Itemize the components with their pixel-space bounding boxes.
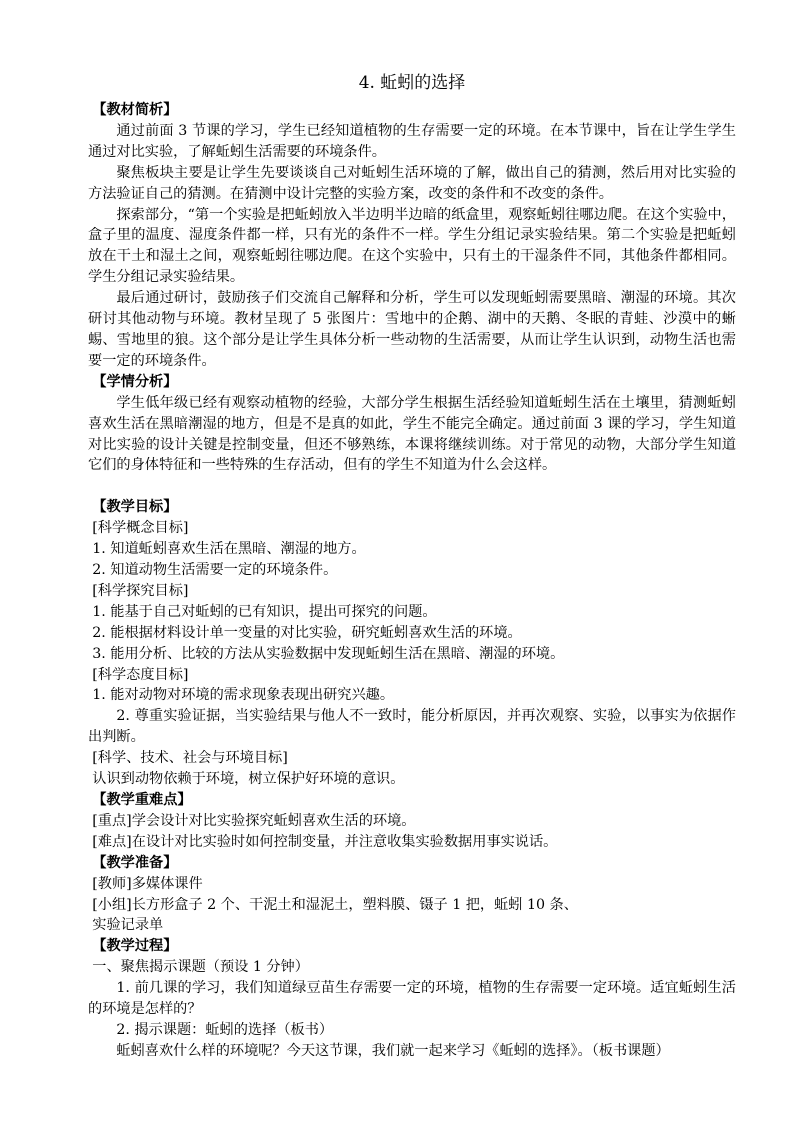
paragraph: 1. 前几课的学习，我们知道绿豆苗生存需要一定的环境，植物的生存需要一定环境。适宜蚯蚓生活的环境是怎样的？: [88, 980, 736, 1018]
difficult-point: [难点]在设计对比实验时如何控制变量，并注意收集实验数据用事实说话。: [92, 833, 558, 850]
paragraph: 探索部分，“第一个实验是把蚯蚓放入半边明半边暗的纸盒里，观察蚯蚓往哪边爬。在这个实验中，盒子里的温度、湿度条件都一样，只有光的条件不一样。学生分组记录实验结果。第二个实验是把蚯蚓放在干土和湿土之间，观察蚯蚓往哪边爬。在这个实验中，只有土的干湿条件不同，其他条件都相同。学生分组记录实验结果。: [88, 206, 736, 286]
subheading-sts-goals: [科学、技术、社会与环境目标]: [92, 750, 288, 767]
prep-item: [小组]长方形盒子 2 个、干泥土和湿泥土，塑料膜、镊子 1 把，蚯蚓 10 条、: [92, 896, 578, 913]
list-item: 1. 能对动物对环境的需求现象表现出研究兴趣。: [92, 687, 395, 704]
subheading-attitude-goals: [科学态度目标]: [92, 666, 189, 683]
list-item: 1. 知道蚯蚓喜欢生活在黑暗、潮湿的地方。: [92, 541, 366, 558]
paragraph: 2. 揭示课题：蚯蚓的选择（板书）: [116, 1021, 334, 1038]
key-point: [重点]学会设计对比实验探究蚯蚓喜欢生活的环境。: [92, 812, 416, 829]
list-item: 2. 能根据材料设计单一变量的对比实验，研究蚯蚓喜欢生活的环境。: [92, 624, 522, 641]
list-item: 1. 能基于自己对蚯蚓的已有知识，提出可探究的问题。: [92, 603, 437, 620]
section-heading-learner-analysis: 【学情分析】: [92, 373, 178, 390]
paragraph: 通过前面 3 节课的学习，学生已经知道植物的生存需要一定的环境。在本节课中，旨在让学生学生通过对比实验，了解蚯蚓生活需要的环境条件。: [88, 122, 736, 160]
list-item: 2. 知道动物生活需要一定的环境条件。: [92, 562, 338, 579]
spacer: [88, 476, 736, 497]
step-heading: 一、聚焦揭示课题（预设 1 分钟）: [92, 959, 309, 976]
subheading-concept-goals: [科学概念目标]: [92, 520, 189, 537]
document-title: 4. 蚯蚓的选择: [358, 73, 466, 93]
list-item: 3. 能用分析、比较的方法从实验数据中发现蚯蚓生活在黑暗、潮湿的环境。: [92, 645, 565, 662]
section-heading-key-points: 【教学重难点】: [92, 792, 192, 808]
section-heading-teaching-process: 【教学过程】: [92, 938, 178, 955]
prep-item: 实验记录单: [92, 917, 164, 934]
section-heading-teaching-goals: 【教学目标】: [92, 499, 178, 516]
section-heading-textbook-analysis: 【教材简析】: [92, 102, 178, 118]
list-item: 2. 尊重实验证据，当实验结果与他人不一致时，能分析原因，并再次观察、实验，以事实为依据作出判断。: [88, 708, 736, 746]
paragraph: 最后通过研讨，鼓励孩子们交流自己解释和分析，学生可以发现蚯蚓需要黑暗、潮湿的环境。其次研讨其他动物与环境。教材呈现了 5 张图片：雪地中的企鹅、湖中的天鹅、冬眠的青蛙、沙漠中的蜥蜴、雪地里的狼。这个部分是让学生具体分析一些动物的生活需要，从而让学生认识到，动物生活也需要一定的环境条件。: [88, 290, 736, 369]
paragraph: 学生低年级已经有观察动植物的经验，大部分学生根据生活经验知道蚯蚓生活在土壤里，猜测蚯蚓喜欢生活在黑暗潮湿的地方，但是不是真的如此，学生不能完全确定。通过前面 3 课的学习，学生知道对比实验的设计关键是控制变量，但还不够熟练，本课将继续训练。对于常见的动物，大部分学生知道它们的身体特征和一些特殊的生存活动，但有的学生不知道为什么会这样。: [88, 394, 736, 474]
paragraph: 聚焦板块主要是让学生先要谈谈自己对蚯蚓生活环境的了解，做出自己的猜测，然后用对比实验的方法验证自己的猜测。在猜测中设计完整的实验方案，改变的条件和不改变的条件。: [88, 164, 736, 202]
list-item: 认识到动物依赖于环境，树立保护好环境的意识。: [92, 771, 405, 788]
section-heading-preparation: 【教学准备】: [92, 854, 178, 871]
subheading-inquiry-goals: [科学探究目标]: [92, 582, 189, 599]
prep-item: [教师]多媒体课件: [92, 875, 203, 892]
paragraph: 蚯蚓喜欢什么样的环境呢？今天这节课，我们就一起来学习《蚯蚓的选择》。（板书课题）: [116, 1042, 670, 1059]
